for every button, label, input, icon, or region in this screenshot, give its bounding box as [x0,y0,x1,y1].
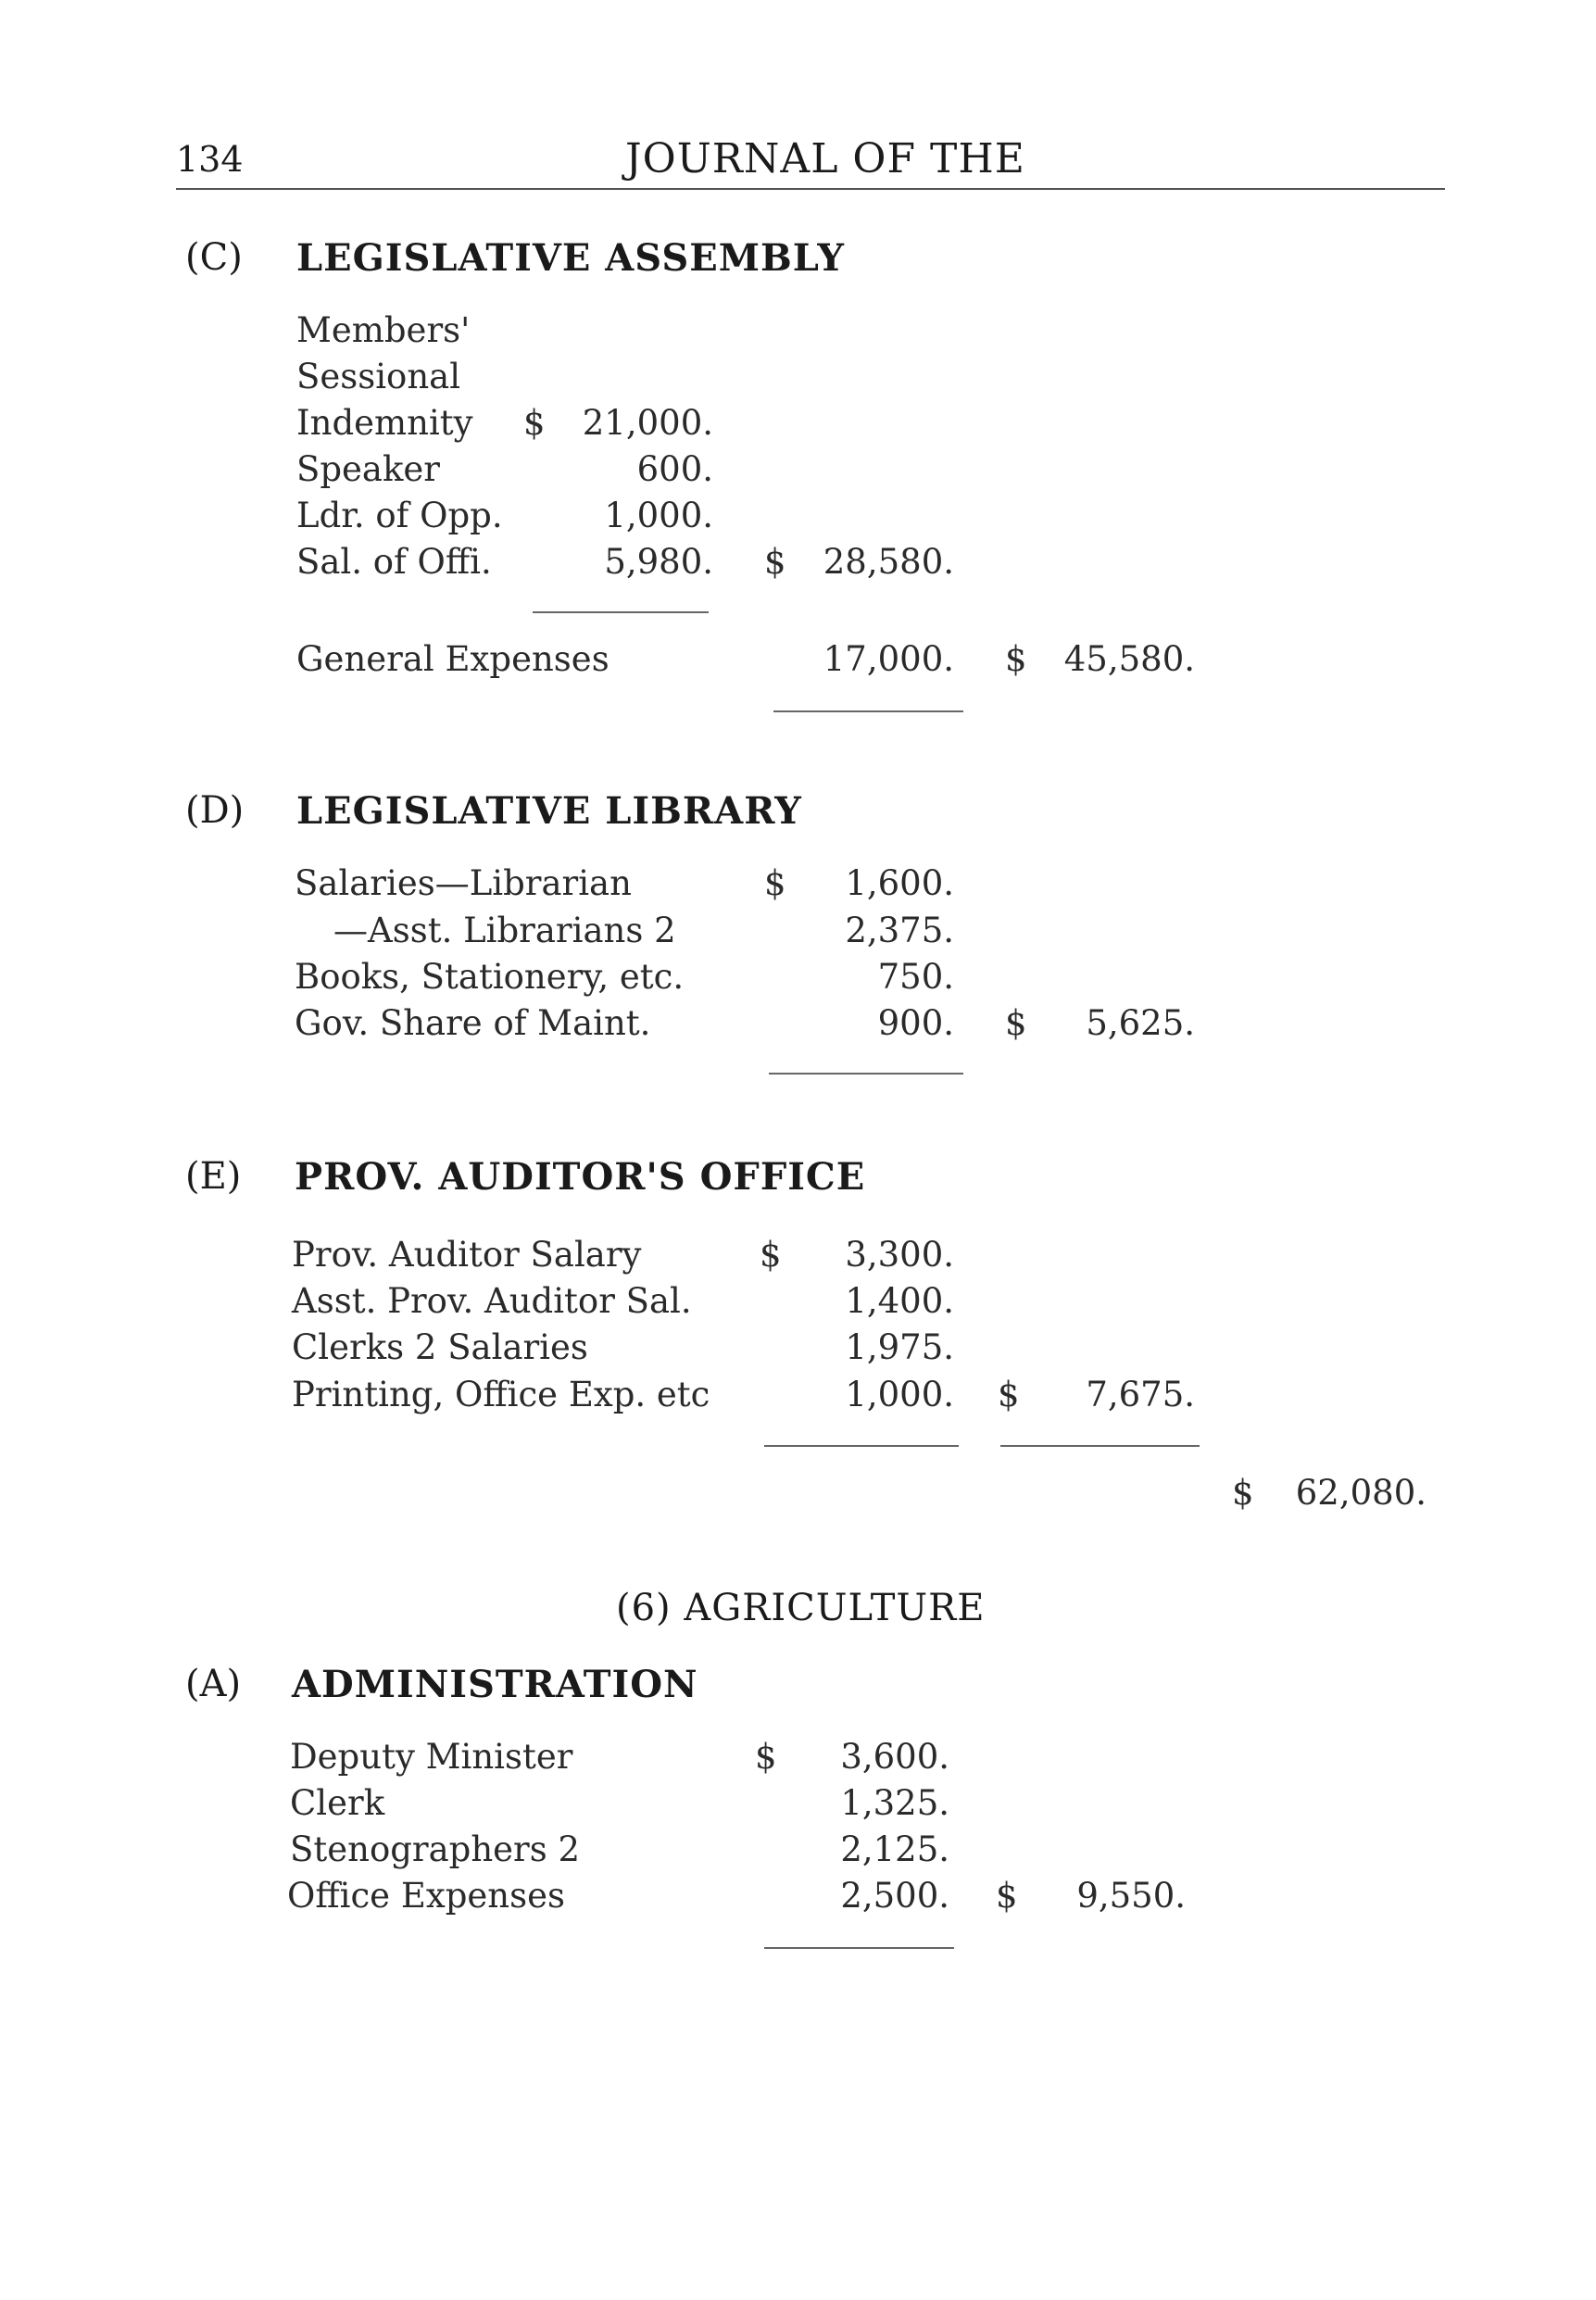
section-c-row-label: Indemnity [296,403,473,443]
section-e-row-amount: 1,975. [845,1327,954,1367]
running-title: JOURNAL OF THE [625,135,1025,182]
section-c-row-amount: 600. [636,449,713,489]
part-title: (6) AGRICULTURE [616,1587,986,1629]
section-d-row-amount: 1,600. [845,863,954,903]
section-a-row-amount: 2,125. [840,1829,949,1869]
section-c-heading-line: Sessional [296,357,461,396]
section-d-row-amount: 900. [877,1003,954,1043]
header-rule [176,188,1445,190]
section-c-total: 45,580. [1063,639,1195,679]
section-a-title: ADMINISTRATION [292,1663,698,1706]
section-c-row-amount: 5,980. [604,542,713,582]
section-c-letter: (C) [185,236,243,279]
section-a-row-label: Deputy Minister [290,1737,573,1777]
section-a-total-dollar: $ [996,1876,1018,1916]
underline [773,710,963,712]
section-d-row-label: Books, Stationery, etc. [295,957,685,997]
section-a-row-amount: 3,600. [840,1737,949,1777]
section-d-title: LEGISLATIVE LIBRARY [296,789,802,833]
section-a-row-label: Stenographers 2 [290,1829,581,1869]
section-d-total: 5,625. [1086,1003,1195,1043]
section-e-title: PROV. AUDITOR'S OFFICE [295,1155,866,1199]
section-e-row-amount: 1,400. [845,1281,954,1321]
section-e-row-label: Printing, Office Exp. etc [292,1375,710,1414]
section-d-row-amount: 750. [877,957,954,997]
section-e-row-amount: 3,300. [845,1235,954,1275]
underline [769,1073,963,1075]
section-c-heading-line: Members' [296,310,471,350]
section-e-row-label: Clerks 2 Salaries [292,1327,588,1367]
section-c-total-dollar: $ [1005,639,1027,679]
section-e-row-amount: 1,000. [845,1375,954,1414]
section-c-row-amount: 1,000. [604,496,713,535]
section-c-row-dollar: $ [523,403,546,443]
section-c-row-amount: 21,000. [582,403,713,443]
section-c-row-label: Sal. of Offi. [296,542,492,582]
underline [1000,1445,1200,1447]
page-number: 134 [176,139,244,180]
section-d-row-amount: 2,375. [845,911,954,950]
section-c-title: LEGISLATIVE ASSEMBLY [296,236,845,280]
section-c-general-label: General Expenses [296,639,609,679]
section-e-row-label: Asst. Prov. Auditor Sal. [292,1281,692,1321]
section-a-row-dollar: $ [755,1737,777,1777]
section-a-letter: (A) [185,1663,242,1705]
underline [533,611,709,613]
grand-total-amount: 62,080. [1295,1473,1426,1513]
section-d-row-label: —Asst. Librarians 2 [333,911,676,950]
section-a-total: 9,550. [1076,1876,1186,1916]
section-a-row-amount: 2,500. [840,1876,949,1916]
section-c-subtotal: 28,580. [823,542,954,582]
section-c-row-label: Ldr. of Opp. [296,496,503,535]
grand-total-dollar: $ [1232,1473,1254,1513]
section-d-row-dollar: $ [764,863,786,903]
section-c-subtotal-dollar: $ [764,542,786,582]
section-d-row-label: Salaries—Librarian [295,863,632,903]
section-a-row-label: Clerk [290,1783,385,1823]
section-a-row-label: Office Expenses [287,1876,565,1916]
section-c-general-amount: 17,000. [823,639,954,679]
section-e-letter: (E) [185,1155,242,1198]
section-a-row-amount: 1,325. [840,1783,949,1823]
section-c-row-label: Speaker [296,449,440,489]
section-d-row-label: Gov. Share of Maint. [295,1003,651,1043]
section-d-letter: (D) [185,789,245,832]
section-e-row-dollar: $ [760,1235,782,1275]
underline [764,1445,959,1447]
section-e-total: 7,675. [1086,1375,1195,1414]
section-e-total-dollar: $ [998,1375,1020,1414]
section-e-row-label: Prov. Auditor Salary [292,1235,642,1275]
underline [764,1947,954,1949]
section-d-total-dollar: $ [1005,1003,1027,1043]
